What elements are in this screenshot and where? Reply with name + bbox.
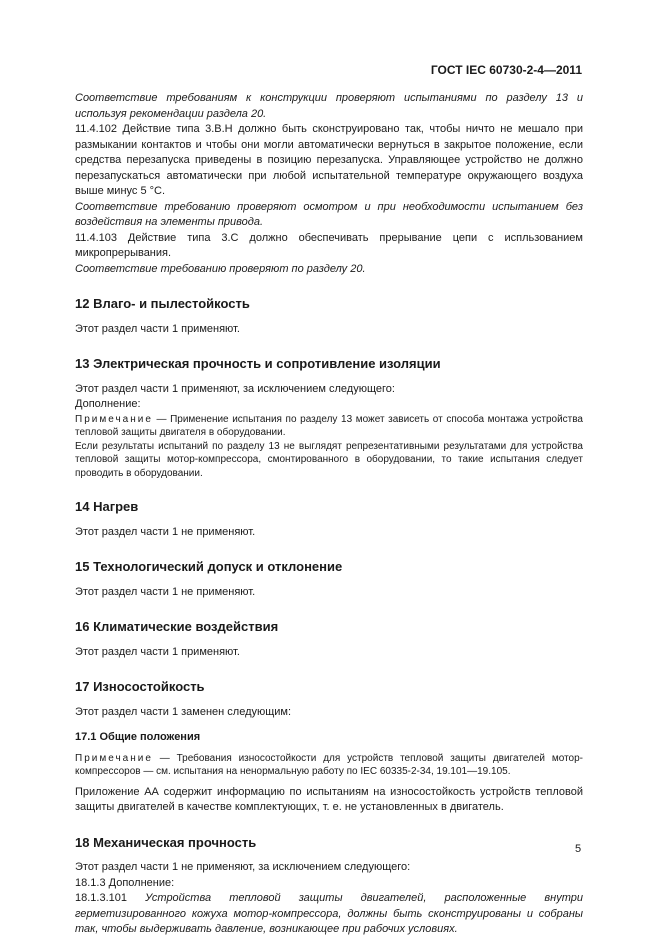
section-text: Этот раздел части 1 применяют, за исключением следующего: bbox=[75, 382, 395, 395]
note bbox=[75, 413, 583, 440]
section-text: Этот раздел части 1 применяют. bbox=[75, 645, 240, 658]
compliance-text: Соответствие требованию проверяют по разделу 20. bbox=[75, 262, 366, 275]
section-heading-14: 14 Нагрев bbox=[75, 499, 139, 514]
clause-text: 11.4.102 Действие типа 3.В.Н должно быть сконструировано так, чтобы ничто не мешало при размыкании контактов и чтобы они могли автоматически вернуться в закрытое положение, если средства перезапуска приведены в позицию перезапуска. Управляющее устройство не должно перезапускаться автоматически при любой испытательной температуре окружающего воздуха выше минус 5 °С. bbox=[75, 123, 583, 197]
compliance-text: Соответствие требованиям к конструкции проверяют испытаниями по разделу 13 и используя рекомендации раздела 20. bbox=[75, 92, 583, 120]
page-number: 5 bbox=[575, 843, 582, 855]
note-label: Примечание bbox=[75, 752, 153, 764]
section-text: Приложение АА содержит информацию по испытаниям на износостойкость устройств тепловой защиты двигателей в качестве комплектующих, т. е. не установленных в двигатель. bbox=[75, 785, 583, 813]
section-text: Дополнение: bbox=[75, 398, 141, 410]
section-text: 18.1.3 Дополнение: bbox=[75, 876, 175, 889]
section-text: Этот раздел части 1 не применяют. bbox=[75, 585, 256, 598]
standard-header: ГОСТ IEC 60730-2-4—2011 bbox=[430, 63, 582, 77]
section-heading-18: 18 Механическая прочность bbox=[75, 834, 257, 850]
section-heading-12: 12 Влаго- и пылестойкость bbox=[75, 296, 250, 311]
section-text: Этот раздел части 1 применяют. bbox=[75, 322, 240, 335]
section-text: Этот раздел части 1 не применяют, за исключением следующего: bbox=[75, 861, 411, 873]
subsection-heading-17-1: 17.1 Общие положения bbox=[75, 731, 201, 743]
section-heading-16: 16 Климатические воздействия bbox=[75, 619, 279, 634]
note-continuation: Если результаты испытаний по разделу 13 не выглядят репрезентативными результатами для устройства тепловой защиты мотор-компрессора, смонтированного в оборудовании, то такие испытания следует проводить в оборудовании. bbox=[75, 440, 583, 479]
section-heading-17: 17 Износостойкость bbox=[75, 679, 205, 694]
note-text: — Применение испытания по разделу 13 может зависеть от способа монтажа устройства тепловой защиты двигателя в оборудовании. bbox=[75, 413, 583, 438]
note-label: Примечание bbox=[75, 413, 153, 425]
section-text: Этот раздел части 1 не применяют. bbox=[75, 525, 256, 538]
section-heading-13: 13 Электрическая прочность и сопротивление изоляции bbox=[75, 356, 441, 371]
clause-body: Устройства тепловой защиты двигателей, расположенные внутри герметизированного кожуха мотор-компрессора, должны быть сконструированы и собраны так, чтобы выдерживать давление, возникающее при рабочих условиях. bbox=[75, 892, 583, 935]
section-heading-15: 15 Технологический допуск и отклонение bbox=[75, 559, 343, 574]
note-text: — Требования износостойкости для устройств тепловой защиты двигателей мотор-компрессоров — см. испытания на ненормальную работу по IEC 60335-2-34, 19.101—19.105. bbox=[75, 752, 583, 777]
clause-number: 18.1.3.101 bbox=[75, 892, 146, 904]
compliance-text: Соответствие требованию проверяют осмотром и при необходимости испытанием без воздействия на элементы привода. bbox=[75, 200, 583, 228]
clause-text: 11.4.103 Действие типа 3.С должно обеспечивать прерывание цепи с испльзованием микропрерывания. bbox=[75, 231, 583, 259]
page-content bbox=[75, 91, 583, 938]
note bbox=[75, 752, 583, 779]
clause-text bbox=[75, 891, 583, 938]
section-text: Этот раздел части 1 заменен следующим: bbox=[75, 705, 292, 718]
